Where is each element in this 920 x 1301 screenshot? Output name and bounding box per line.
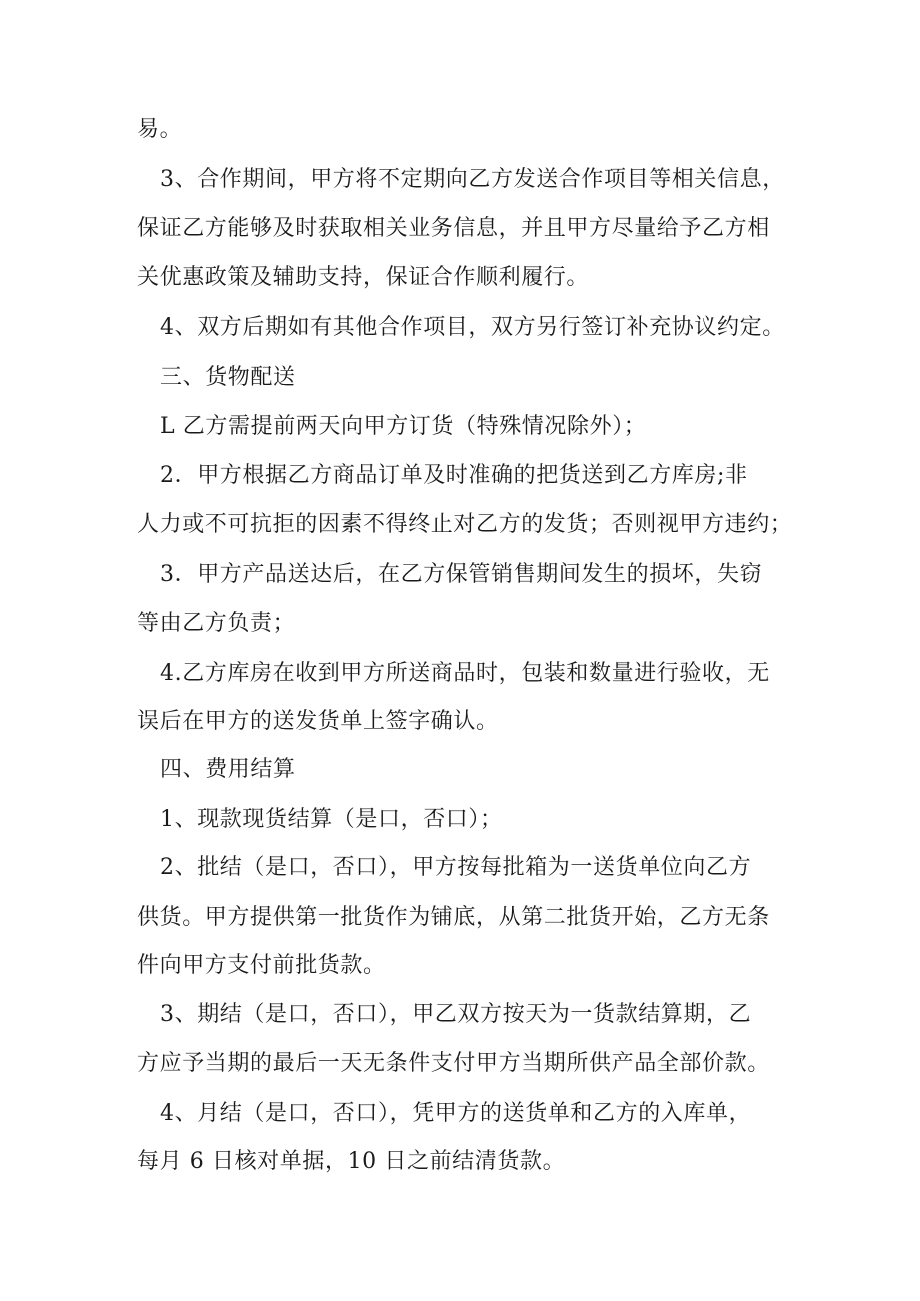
text-line: 2、批结（是口，否口），甲方按每批箱为一送货单位向乙方 xyxy=(160,855,752,880)
text-line: 误后在甲方的送发货单上签字确认。 xyxy=(137,709,499,734)
text-line: 每月 6 日核对单据，10 日之前结清货款。 xyxy=(137,1149,566,1174)
text-line: 易。 xyxy=(137,117,183,142)
text-line: 2．甲方根据乙方商品订单及时准确的把货送到乙方库房;非 xyxy=(160,463,748,488)
text-line: 4、月结（是口，否口），凭甲方的送货单和乙方的入库单， xyxy=(160,1101,752,1126)
text-line: 关优惠政策及辅助支持，保证合作顺利履行。 xyxy=(137,265,590,290)
text-line: 4、双方后期如有其他合作项目，双方另行签订补充协议约定。 xyxy=(160,315,785,340)
text-line: 人力或不可抗拒的因素不得终止对乙方的发货；否则视甲方违约； xyxy=(137,512,793,537)
text-line: 供货。甲方提供第一批货作为铺底，从第二批货开始，乙方无条 xyxy=(137,905,770,930)
section-heading: 三、货物配送 xyxy=(160,365,296,390)
text-line: 3、合作期间，甲方将不定期向乙方发送合作项目等相关信息， xyxy=(160,167,785,192)
section-heading: 四、费用结算 xyxy=(160,757,296,782)
text-line: 等由乙方负责； xyxy=(137,611,296,636)
text-line: 3．甲方产品送达后，在乙方保管销售期间发生的损坏，失窃 xyxy=(160,562,763,587)
text-line: 件向甲方支付前批货款。 xyxy=(137,953,386,978)
text-line: 3、期结（是口，否口），甲乙双方按天为一货款结算期，乙 xyxy=(160,1002,752,1027)
text-line: L 乙方需提前两天向甲方订货（特殊情况除外）； xyxy=(160,414,647,439)
text-line: 保证乙方能够及时获取相关业务信息，并且甲方尽量给予乙方相 xyxy=(137,216,770,241)
text-line: 4.乙方库房在收到甲方所送商品时，包装和数量进行验收，无 xyxy=(160,661,770,686)
text-line: 方应予当期的最后一天无条件支付甲方当期所供产品全部价款。 xyxy=(137,1051,770,1076)
text-line: 1、现款现货结算（是口，否口）； xyxy=(160,807,503,832)
